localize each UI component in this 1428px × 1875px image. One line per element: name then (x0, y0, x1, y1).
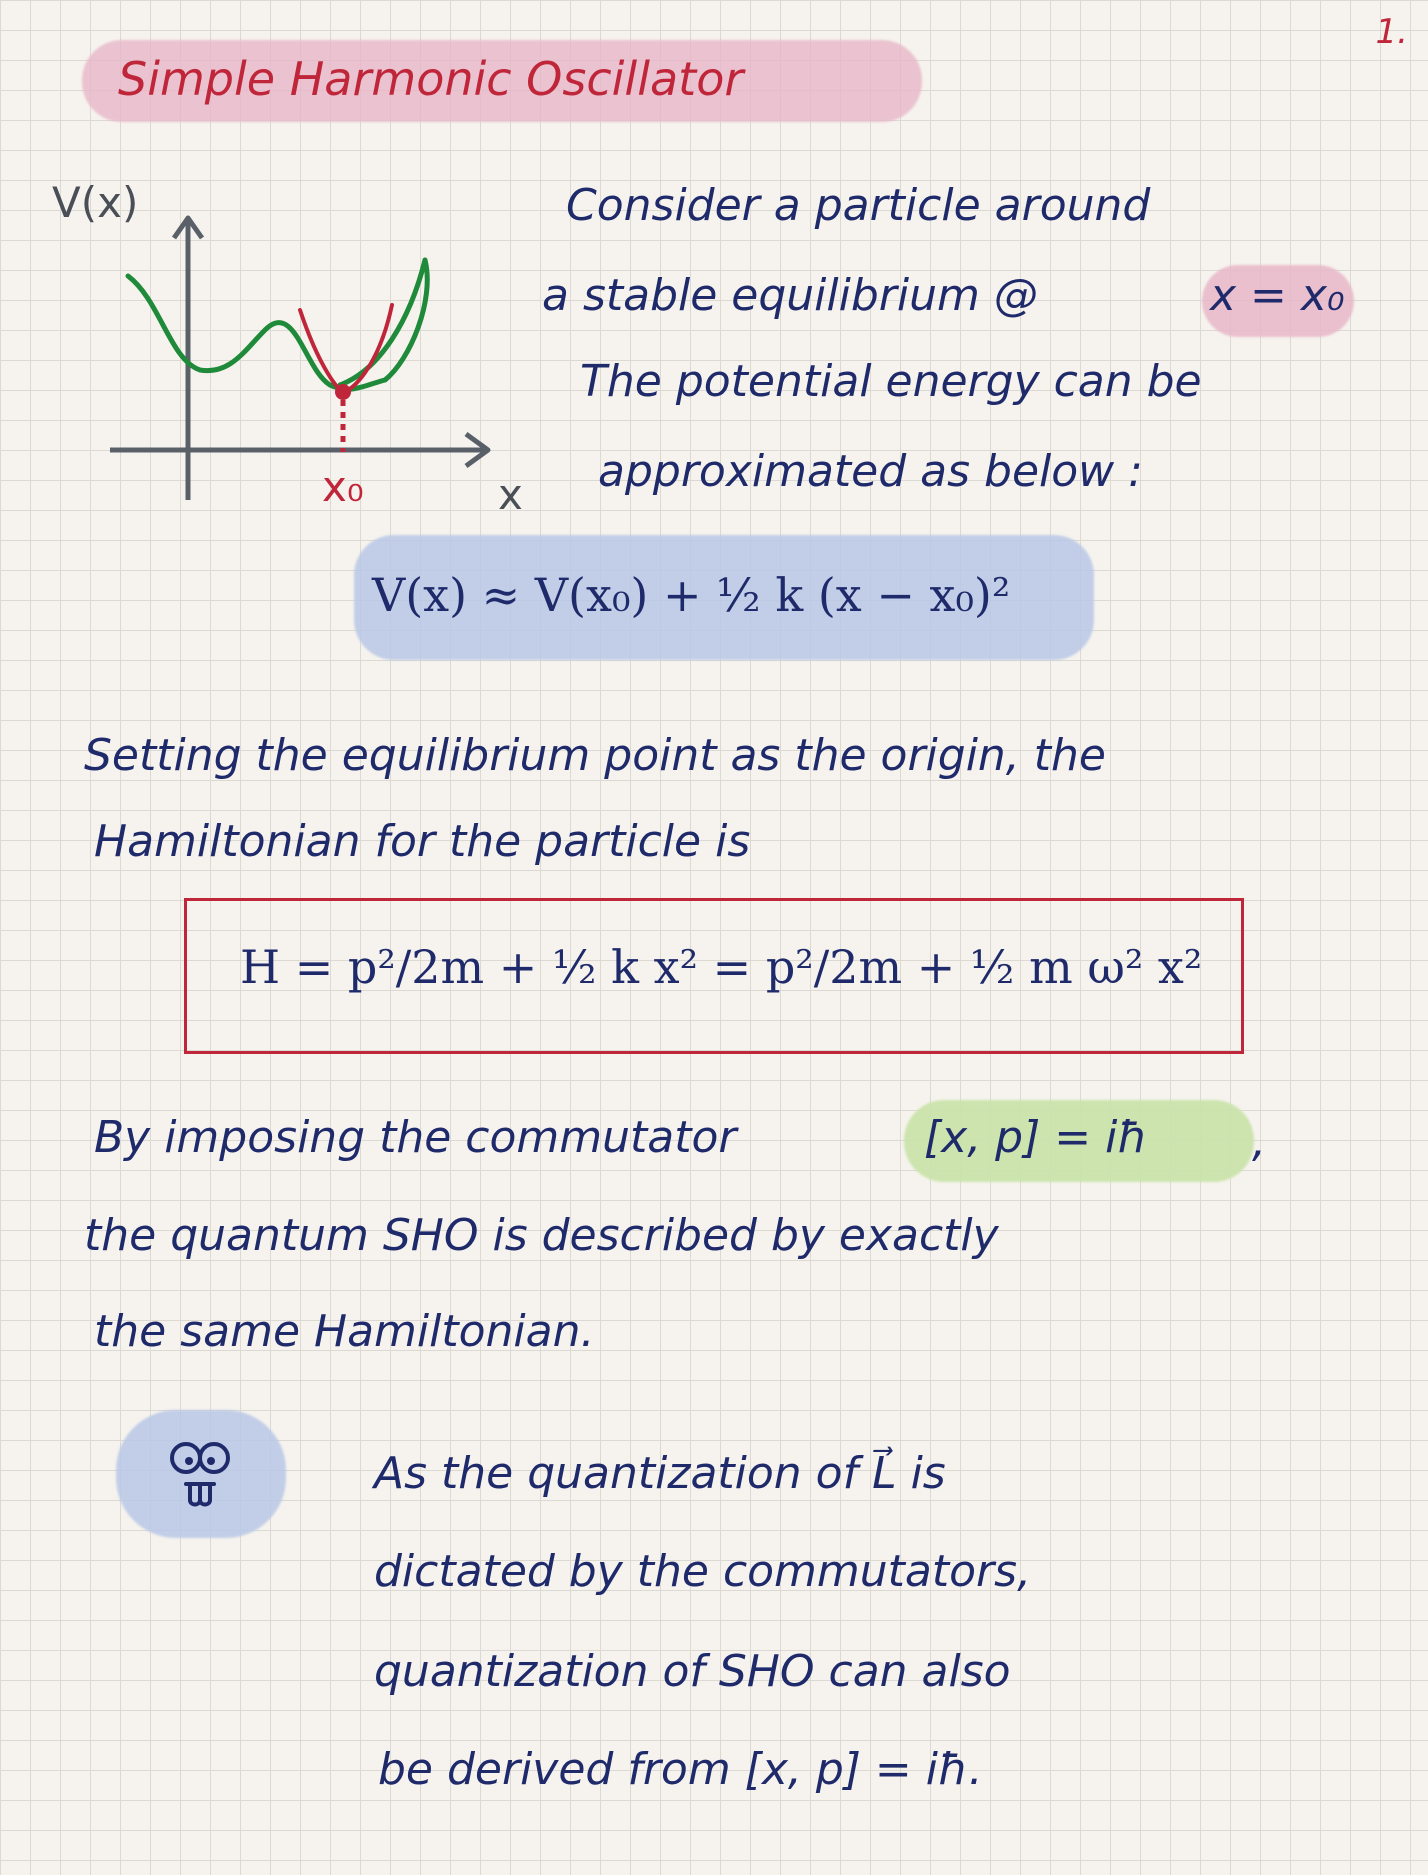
commutator-line-3: the same Hamiltonian. (94, 1306, 595, 1357)
potential-curve (128, 260, 427, 389)
intro-line-3: The potential energy can be (580, 356, 1202, 407)
note-line-3: quantization of SHO can also (374, 1646, 1011, 1697)
intro-line-4: approximated as below : (598, 446, 1143, 497)
note-line-4: be derived from [x, p] = iħ. (378, 1744, 983, 1795)
intro-line-1: Consider a particle around (566, 180, 1151, 231)
page-title: Simple Harmonic Oscillator (118, 52, 744, 106)
hamiltonian-equation: H = p²/2m + ½ k x² = p²/2m + ½ m ω² x² (240, 940, 1203, 994)
x-axis-label: x (498, 470, 523, 519)
page-number: 1. (1375, 12, 1408, 52)
setting-line-2: Hamiltonian for the particle is (94, 816, 751, 867)
approx-equation: V(x) ≈ V(x₀) + ½ k (x − x₀)² (372, 568, 1011, 622)
commutator-comma: , (1252, 1116, 1266, 1167)
setting-line-1: Setting the equilibrium point as the origin, the (84, 730, 1106, 781)
x0-label: x₀ (322, 462, 364, 511)
equilibrium-point (335, 384, 351, 400)
commutator-expression: [x, p] = iħ (924, 1112, 1148, 1163)
y-axis-label: V(x) (52, 178, 139, 227)
intro-equilibrium-expression: x = x₀ (1210, 270, 1345, 321)
commutator-line-2: the quantum SHO is described by exactly (84, 1210, 999, 1261)
note-line-2: dictated by the commutators, (374, 1546, 1032, 1597)
commutator-line-1: By imposing the commutator (94, 1112, 737, 1163)
face-doodle-icon (156, 1430, 246, 1520)
harmonic-approximation-curve (300, 305, 392, 392)
intro-line-2: a stable equilibrium @ (542, 270, 1038, 321)
note-line-1: As the quantization of L⃗ is (374, 1448, 946, 1499)
